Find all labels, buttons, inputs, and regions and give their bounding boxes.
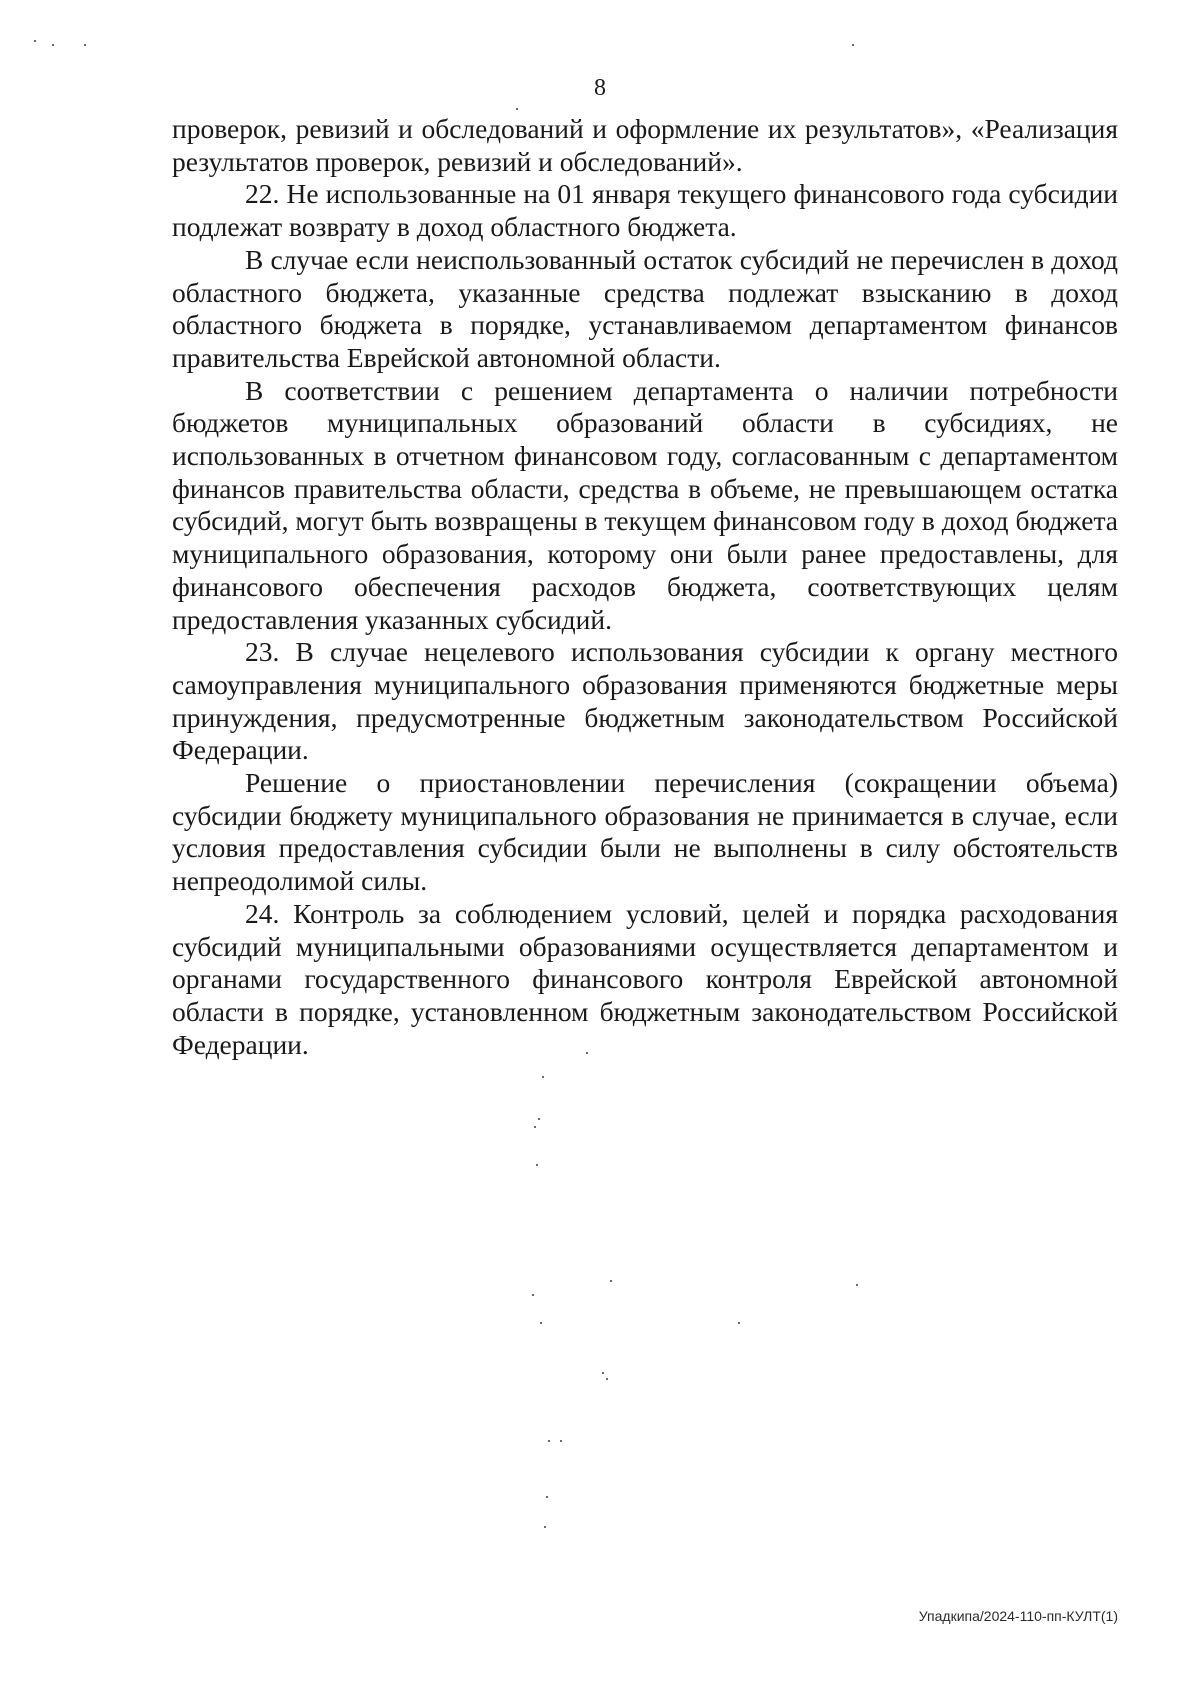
paragraph-continuation: проверок, ревизий и обследований и оформление их результатов», «Реализация результатов проверок, ревизий и обследований». bbox=[172, 113, 1118, 177]
scan-speck bbox=[856, 1284, 858, 1286]
scan-speck bbox=[538, 1118, 540, 1120]
paragraph-item-22: 22. Не использованные на 01 января текущего финансового года субсидии подлежат возврату в доход областного бюджета. bbox=[172, 178, 1118, 243]
paragraph-item-23: 23. В случае нецелевого использования субсидии к органу местного самоуправления муниципального образования применяются бюджетные меры принуждения, предусмотренные бюджетным законодательством Российской Федерации. bbox=[172, 636, 1118, 766]
scan-speck bbox=[610, 1280, 612, 1282]
document-body bbox=[172, 113, 1118, 1061]
scan-speck bbox=[548, 1440, 550, 1442]
scan-speck bbox=[34, 40, 36, 42]
scan-speck bbox=[544, 1526, 546, 1528]
scan-speck bbox=[534, 1126, 536, 1128]
scan-speck bbox=[84, 44, 86, 46]
scan-speck bbox=[546, 1496, 548, 1498]
scan-speck bbox=[536, 1164, 538, 1166]
scan-speck bbox=[52, 44, 54, 46]
scan-speck bbox=[560, 1440, 562, 1442]
paragraph-unspent-recovery: В случае если неиспользованный остаток субсидий не перечислен в доход областного бюджета, указанные средства подлежат взысканию в доход областного бюджета в порядке, устанавливаемом департаментом финансов правительства Еврейской автономной области. bbox=[172, 243, 1118, 373]
scan-speck bbox=[540, 1322, 542, 1324]
paragraph-return-to-municipal: В соответствии с решением департамента о наличии потребности бюджетов муниципальных образований области в субсидиях, не использованных в отчетном финансовом году, согласованным с департаментом финансов правительства области, средства в объеме, не превышающем остатка субсидий, могут быть возвращены в текущем финансовом году в доход бюджета муниципального образования, которому они были ранее предоставлены, для финансового обеспечения расходов бюджета, соответствующих целям предоставления указанных субсидий. bbox=[172, 374, 1118, 635]
scan-speck bbox=[532, 1294, 534, 1296]
scan-speck bbox=[852, 44, 854, 46]
scan-speck bbox=[606, 1378, 608, 1380]
scan-speck bbox=[542, 1076, 544, 1078]
scan-speck bbox=[738, 1322, 740, 1324]
scan-speck bbox=[602, 1372, 604, 1374]
page-number: 8 bbox=[594, 75, 606, 101]
document-code: Упадкипа/2024-110-пп-КУЛТ(1) bbox=[918, 1608, 1118, 1624]
scan-speck bbox=[516, 108, 518, 110]
scan-speck bbox=[586, 1052, 588, 1054]
paragraph-suspension-decision: Решение о приостановлении перечисления (сокращении объема) субсидии бюджету муниципального образования не принимается в случае, если условия предоставления субсидии были не выполнены в силу обстоятельств непреодолимой силы. bbox=[172, 767, 1118, 897]
paragraph-item-24: 24. Контроль за соблюдением условий, целей и порядка расходования субсидий муниципальными образованиями осуществляется департаментом и органами государственного финансового контроля Еврейской автономной области в порядке, установленном бюджетным законодательством Российской Федерации. bbox=[172, 897, 1118, 1060]
